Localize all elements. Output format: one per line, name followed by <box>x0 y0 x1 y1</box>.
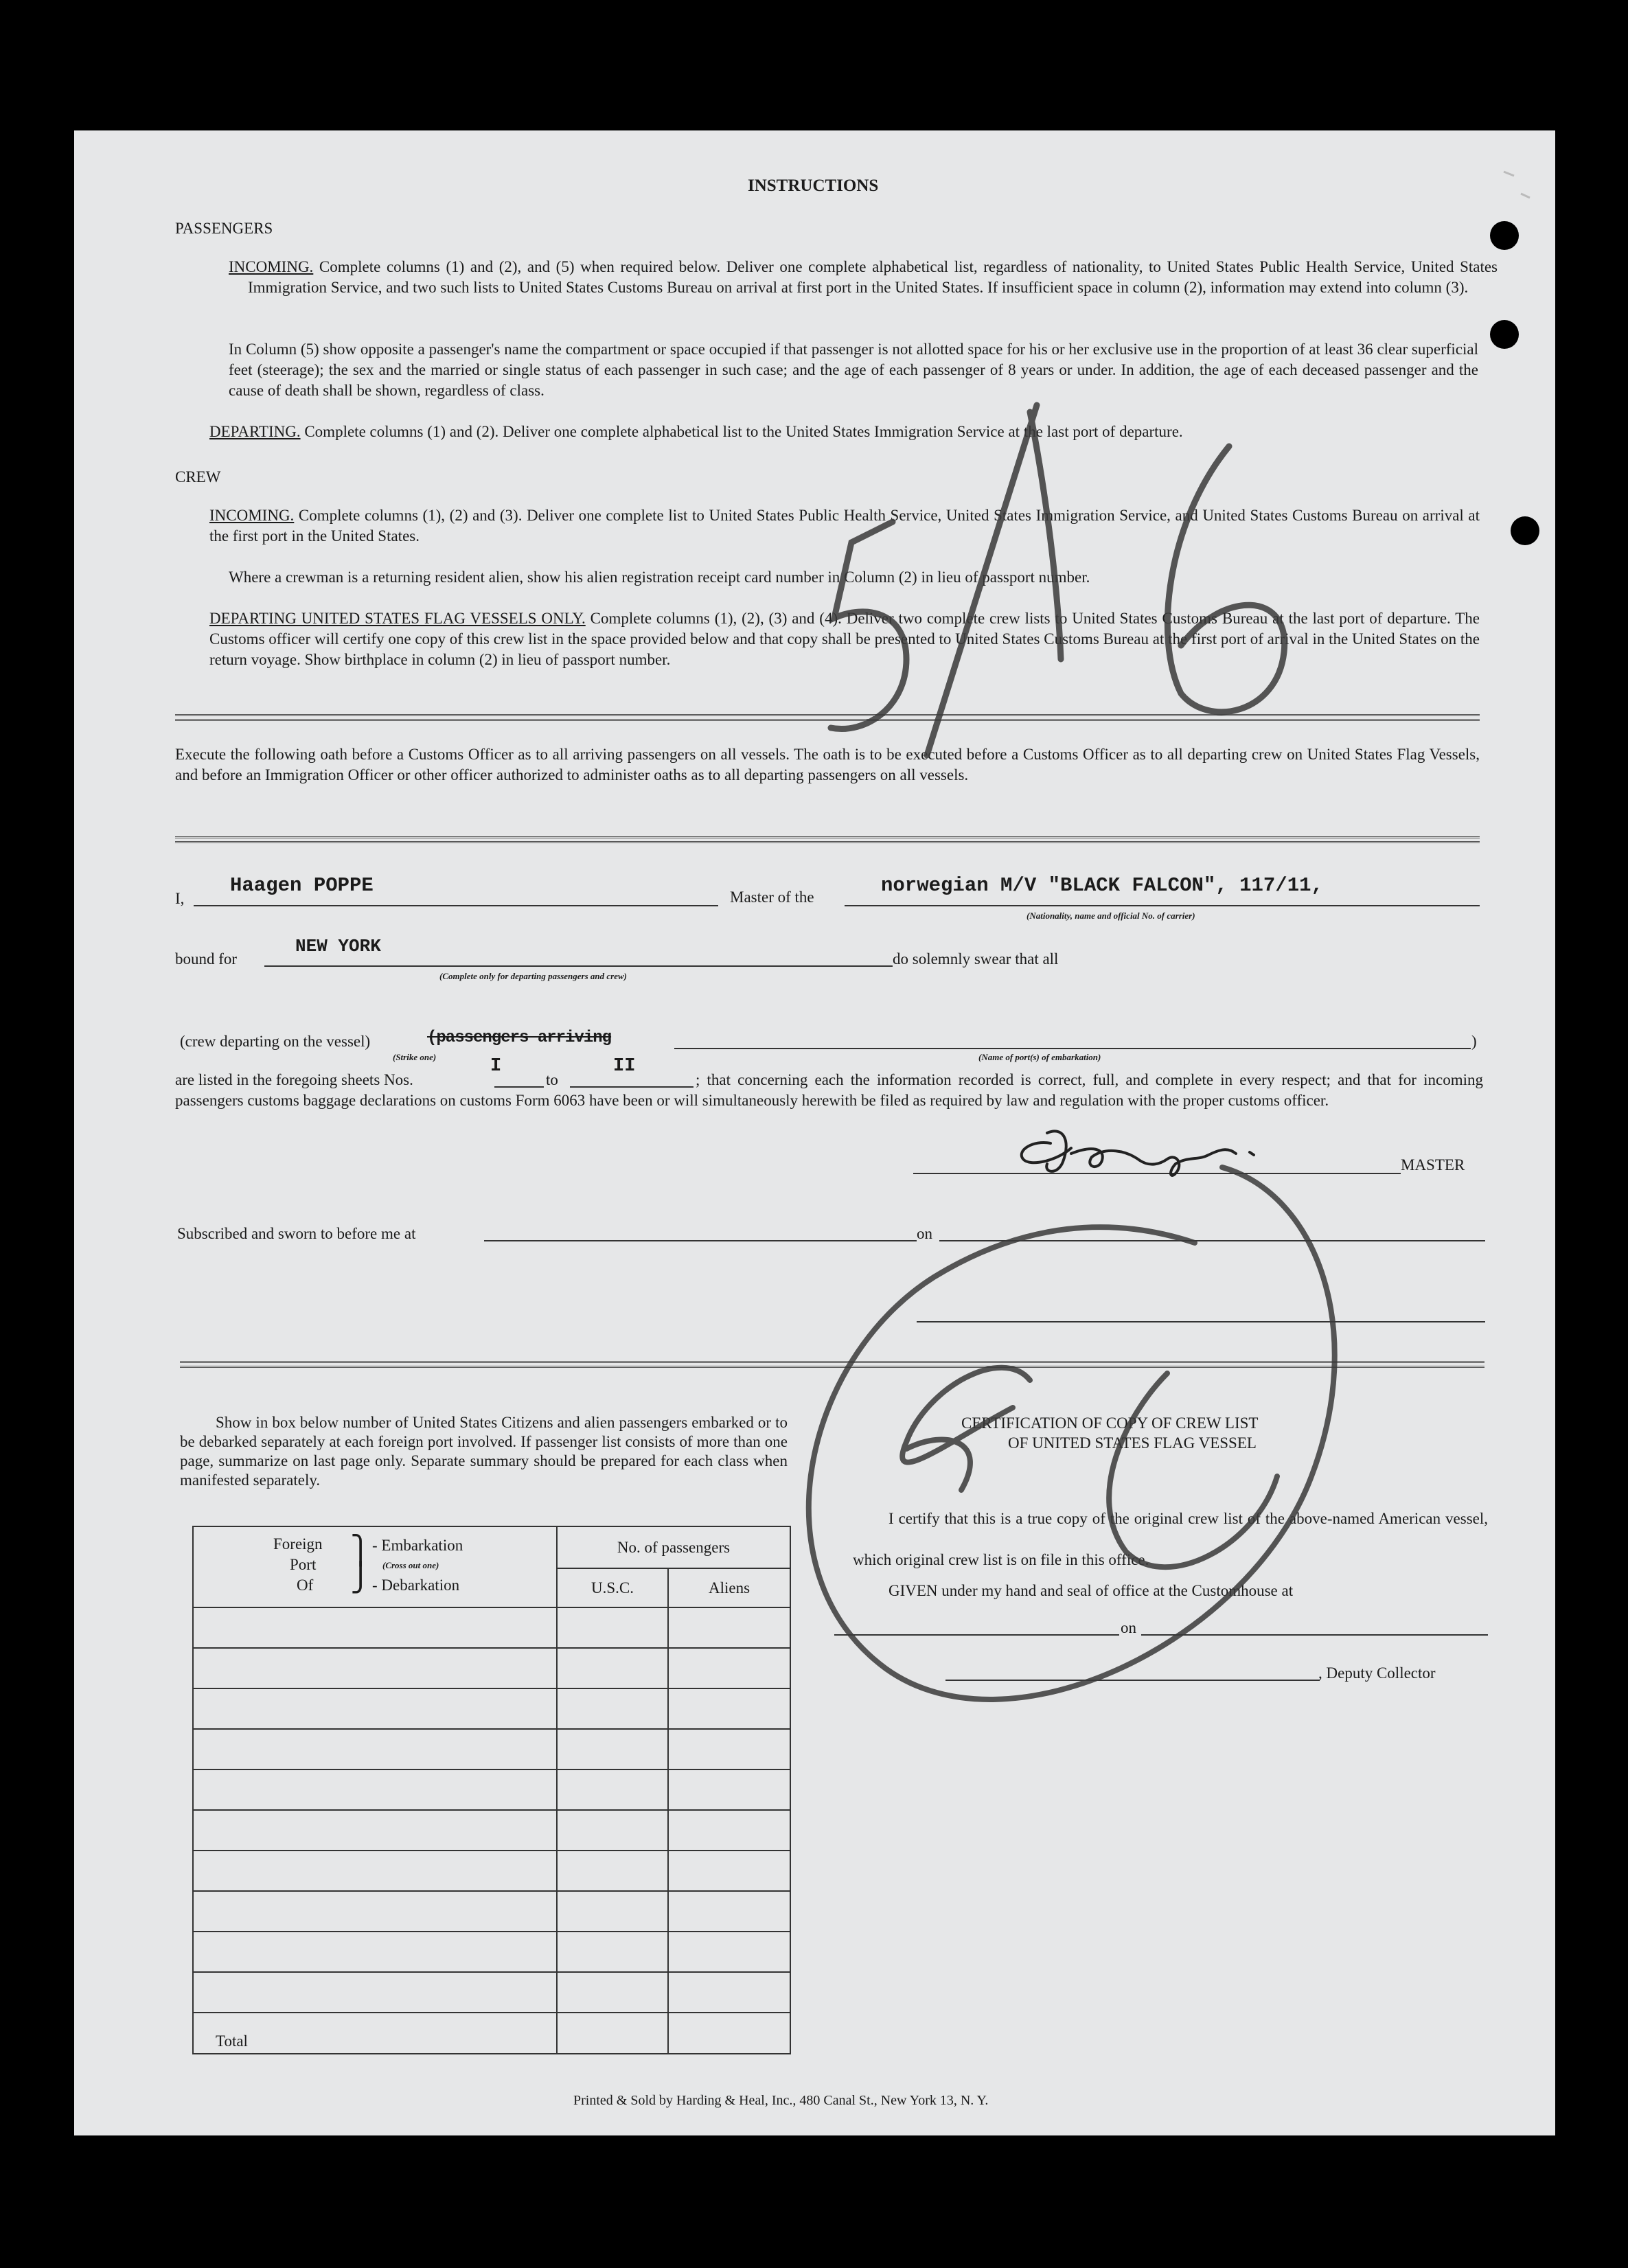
total-label: Total <box>193 2013 557 2054</box>
sheet-from: I <box>490 1056 502 1077</box>
embarkation-label: - Embarkation <box>372 1537 463 1554</box>
col-port: Port <box>290 1556 317 1573</box>
strike-text: (passengers arriving <box>427 1029 612 1047</box>
swear-label: do solemnly swear that all <box>893 950 1059 967</box>
crew-incoming-text: INCOMING. Complete columns (1), (2) and (3). Deliver one complete list to United States Public Health Service, United States Immigration Service, and United States Customs Bureau on arrival at the first port in the United States. <box>209 507 1480 545</box>
on-label: on <box>917 1225 932 1242</box>
summary-instruction: Show in box below number of United States Citizens and alien passengers embarked or to be debarked separately at each foreign port involved. If passenger list consists of more than one page, summarize on last page only. Separate summary should be prepared for each class when manifested separately. <box>180 1414 788 1489</box>
sheets-prefix: are listed in the foregoing sheets Nos. <box>175 1071 413 1088</box>
passengers-departing-text: DEPARTING. Complete columns (1) and (2). Deliver one complete alphabetical list to the United States Immigration Service at the last port of departure. <box>209 423 1183 440</box>
crew-departing-label: (crew departing on the vessel) <box>180 1033 371 1050</box>
pencil-number-mark <box>831 405 1285 755</box>
pencil-circle-mark <box>809 1167 1335 1699</box>
debarkation-label: - Debarkation <box>372 1577 460 1594</box>
master-signature <box>1022 1131 1254 1176</box>
crew-flag-label: DEPARTING UNITED STATES FLAG VESSELS ONLY. <box>209 610 586 627</box>
vessel-caption: (Nationality, name and official No. of carrier) <box>1027 910 1195 921</box>
sheet-to: II <box>613 1056 636 1077</box>
crew-heading: CREW <box>175 468 221 485</box>
close-paren: ) <box>1471 1033 1477 1050</box>
printer-footer: Printed & Sold by Harding & Heal, Inc., 480 Canal St., New York 13, N. Y. <box>573 2093 989 2108</box>
passengers-heading: PASSENGERS <box>175 220 273 237</box>
master-label: MASTER <box>1401 1156 1465 1173</box>
oath-intro: Execute the following oath before a Customs Officer as to all arriving passengers on all vessels. The oath is to be executed before a Customs Officer as to all departing crew on United States Flag Vessels, and before an Immigration Officer or other officer authorized to administer oaths as to all departing passengers on all vessels. <box>175 746 1480 783</box>
usc-header: U.S.C. <box>557 1568 668 1607</box>
crew-resident-text: Where a crewman is a returning resident alien, show his alien registration receipt card number in Column (2) in lieu of passport number. <box>229 569 1090 586</box>
subscribed-label: Subscribed and sworn to before me at <box>177 1225 416 1242</box>
brace: ⎭ <box>350 1562 371 1593</box>
ports-caption: (Name of port(s) of embarkation) <box>978 1052 1101 1062</box>
crew-flag-text: DEPARTING UNITED STATES FLAG VESSELS ONLY. Complete columns (1), (2), (3) and (4). Deliver two complete crew lists to United States Customs Bureau at the last port of departure. The Customs officer will certify one copy of this crew list in the space provided below and that copy shall be presented to United States Customs Bureau at the first port of arrival in the United States on the return voyage. Show birthplace in column (2) in lieu of passport number. <box>209 610 1480 668</box>
vessel-name: norwegian M/V "BLACK FALCON", 117/11, <box>881 874 1323 897</box>
deputy-label: , Deputy Collector <box>1318 1664 1436 1682</box>
passengers-incoming-text: INCOMING. Complete columns (1) and (2), and (5) when required below. Deliver one complete alphabetical list, regardless of nationality, to United States Public Health Service, United States Immigration Service, and two such lists to United States Customs Bureau on arrival at first port in the United States. If insufficient space in column (2), information may extend into column (3). <box>229 258 1498 296</box>
bound-caption: (Complete only for departing passengers and crew) <box>439 971 627 981</box>
crew-incoming-label: INCOMING. <box>209 507 295 524</box>
i-label: I, <box>175 890 185 907</box>
master-of-label: Master of the <box>730 889 814 906</box>
certification-title-2: OF UNITED STATES FLAG VESSEL <box>1008 1434 1257 1452</box>
corner-mark <box>1504 172 1530 198</box>
passengers-incoming-label: INCOMING. <box>229 258 314 275</box>
certification-title-1: CERTIFICATION OF COPY OF CREW LIST <box>961 1414 1259 1432</box>
cert-on-label: on <box>1121 1619 1136 1636</box>
instructions-title: INSTRUCTIONS <box>748 176 879 195</box>
passengers-departing-label: DEPARTING. <box>209 423 301 440</box>
given-text: GIVEN under my hand and seal of office at the Customhouse at <box>888 1582 1294 1599</box>
certify-text: I certify that this is a true copy of the original crew list of the above-named American vessel, which original crew list is on file in this office. <box>853 1510 1488 1568</box>
column5-text: In Column (5) show opposite a passenger's name the compartment or space occupied if that passenger is not allotted space for his or her exclusive use in the proportion of at least 36 clear superficial feet (steerage); the sex and the married or single status of each passenger in such case; and the age of each passenger of 8 years or under. In addition, the age of each deceased passenger and the cause of death shall be shown, regardless of class. <box>229 341 1478 399</box>
cross-out-caption: (Cross out one) <box>382 1560 439 1570</box>
to-label: to <box>546 1071 558 1088</box>
strike-caption: (Strike one) <box>393 1052 437 1062</box>
col-foreign: Foreign <box>273 1535 323 1553</box>
brace: ⎫ <box>350 1535 371 1566</box>
sheets-text: ; that concerning each the information recorded is correct, full, and complete in every respect; and that for incoming passengers customs baggage declarations on customs Form 6063 have been or will simultaneously herewith be filed as required by law and regulation with the proper customs officer. <box>175 1071 1483 1109</box>
master-name: Haagen POPPE <box>230 874 374 897</box>
no-passengers-header: No. of passengers <box>557 1526 790 1568</box>
aliens-header: Aliens <box>668 1568 790 1607</box>
bound-label: bound for <box>175 950 238 967</box>
col-of: Of <box>297 1577 314 1594</box>
bound-for: NEW YORK <box>295 936 381 957</box>
